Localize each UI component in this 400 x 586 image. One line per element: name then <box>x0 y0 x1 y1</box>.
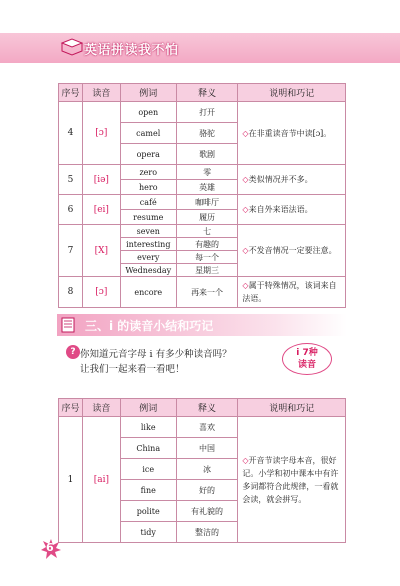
page-number: 6 <box>46 541 54 554</box>
col-header: 释义 <box>176 399 238 417</box>
question-line-2: 让我们一起来看一看吧！ <box>80 364 185 375</box>
meaning: 再来一个 <box>176 277 238 308</box>
tip-cell <box>238 417 346 543</box>
row-phonetic: [ɔ] <box>82 277 120 308</box>
header-band <box>0 33 400 63</box>
section-banner <box>57 314 347 336</box>
example-word: every <box>120 251 176 264</box>
col-header: 释义 <box>176 84 238 102</box>
col-header: 序号 <box>59 84 83 102</box>
diamond-icon: ◇ <box>242 281 249 290</box>
row-phonetic: [ai] <box>82 417 120 543</box>
meaning: 喜欢 <box>176 417 238 438</box>
meaning: 歌剧 <box>176 144 238 165</box>
meaning: 整洁的 <box>176 522 238 543</box>
table-row <box>59 417 346 438</box>
col-header: 例词 <box>120 84 176 102</box>
col-header: 读音 <box>82 84 120 102</box>
table-row <box>59 225 346 238</box>
col-header: 说明和巧记 <box>238 399 346 417</box>
diamond-icon: ◇ <box>242 128 249 138</box>
table-header-row <box>59 84 346 102</box>
example-word: opera <box>120 144 176 165</box>
pronunciation-table-1 <box>58 83 346 308</box>
diamond-icon: ◇ <box>242 205 249 214</box>
book-icon <box>60 37 84 57</box>
table-row <box>59 277 346 308</box>
header-title: 英语拼读我不怕 <box>84 43 179 58</box>
diamond-icon: ◇ <box>242 246 249 255</box>
diamond-icon: ◇ <box>242 455 249 465</box>
section-title: 三、i 的读音小结和巧记 <box>85 319 214 333</box>
question-line-1: 你知道元音字母 i 有多少种读音吗？ <box>80 349 232 360</box>
example-word: hero <box>120 180 176 195</box>
col-header: 说明和巧记 <box>238 84 346 102</box>
meaning: 每一个 <box>176 251 238 264</box>
tip-text: 在非重读音节中读[ɔ]。 <box>248 128 332 138</box>
example-word: resume <box>120 210 176 225</box>
meaning: 冰 <box>176 459 238 480</box>
table-header-row <box>59 399 346 417</box>
example-word: interesting <box>120 238 176 251</box>
example-word: Wednesday <box>120 264 176 277</box>
table-row <box>59 165 346 180</box>
meaning: 有礼貌的 <box>176 501 238 522</box>
tip-cell <box>238 277 346 308</box>
meaning: 骆驼 <box>176 123 238 144</box>
row-number: 1 <box>59 417 83 543</box>
meaning: 打开 <box>176 102 238 123</box>
tip-text: 属于特殊情况，该词来自法语。 <box>242 281 337 303</box>
meaning: 零 <box>176 165 238 180</box>
example-word: China <box>120 438 176 459</box>
diamond-icon: ◇ <box>242 175 249 184</box>
table-row <box>59 195 346 210</box>
question-mark-icon: ? <box>66 345 80 359</box>
pronunciation-table-2 <box>58 398 346 543</box>
example-word: polite <box>120 501 176 522</box>
tip-text: 类似情况并不多。 <box>248 175 313 184</box>
col-header: 读音 <box>82 399 120 417</box>
tip-cell <box>238 225 346 277</box>
table-row <box>59 102 346 123</box>
row-phonetic: [ei] <box>82 195 120 225</box>
example-word: tidy <box>120 522 176 543</box>
meaning: 星期三 <box>176 264 238 277</box>
notebook-icon <box>60 317 76 333</box>
row-number: 4 <box>59 102 83 165</box>
meaning: 有趣的 <box>176 238 238 251</box>
example-word: zero <box>120 165 176 180</box>
example-word: like <box>120 417 176 438</box>
row-number: 5 <box>59 165 83 195</box>
example-word: camel <box>120 123 176 144</box>
tip-text: 来自外来语法语。 <box>248 205 313 214</box>
tip-text: 开音节读字母本音，很好记。小学和初中课本中有许多词都符合此规律，一看就会读，就会拼写。 <box>242 455 339 504</box>
tip-text: 不发音情况一定要注意。 <box>248 246 337 255</box>
tip-cell <box>238 195 346 225</box>
meaning: 七 <box>176 225 238 238</box>
tip-cell <box>238 165 346 195</box>
speech-bubble <box>282 343 332 375</box>
example-word: café <box>120 195 176 210</box>
row-phonetic: [iə] <box>82 165 120 195</box>
row-number: 6 <box>59 195 83 225</box>
example-word: open <box>120 102 176 123</box>
meaning: 英雄 <box>176 180 238 195</box>
meaning: 履历 <box>176 210 238 225</box>
tip-cell <box>238 102 346 165</box>
col-header: 序号 <box>59 399 83 417</box>
row-number: 7 <box>59 225 83 277</box>
example-word: encore <box>120 277 176 308</box>
meaning: 中国 <box>176 438 238 459</box>
example-word: fine <box>120 480 176 501</box>
col-header: 例词 <box>120 399 176 417</box>
example-word: seven <box>120 225 176 238</box>
row-phonetic: [ɔ] <box>82 102 120 165</box>
bubble-line-2: 读音 <box>297 360 316 370</box>
example-word: ice <box>120 459 176 480</box>
meaning: 好的 <box>176 480 238 501</box>
meaning: 咖啡厅 <box>176 195 238 210</box>
row-phonetic: [X] <box>82 225 120 277</box>
row-number: 8 <box>59 277 83 308</box>
bubble-line-1: i 7种 <box>296 348 318 358</box>
